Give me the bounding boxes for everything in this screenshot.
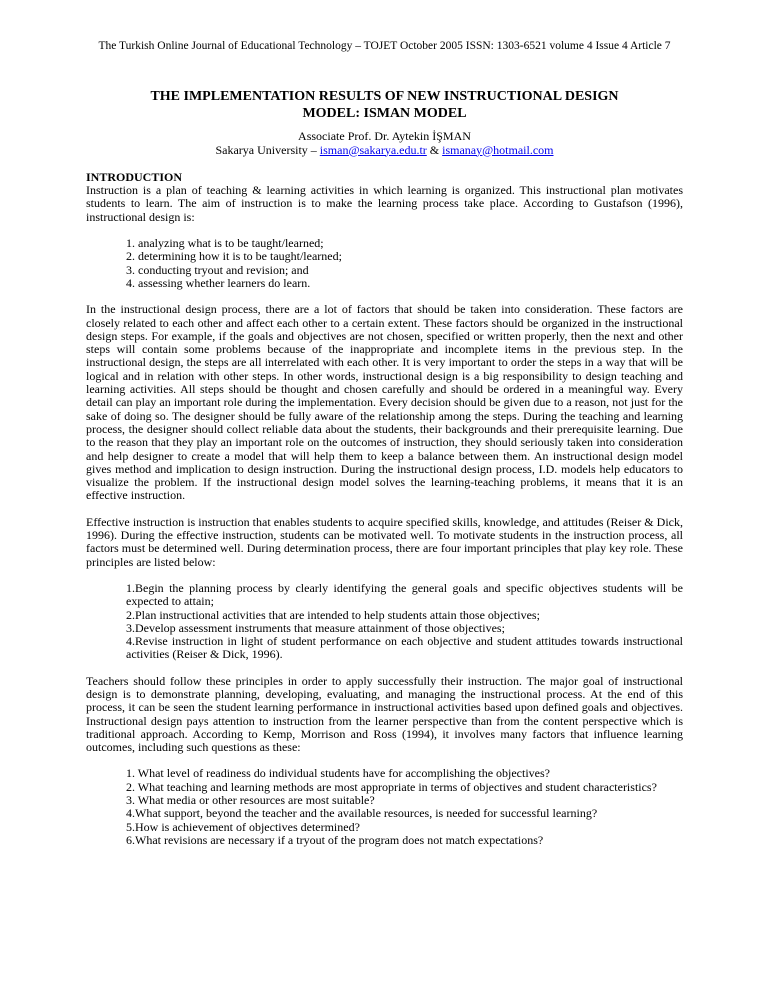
list-item: 2. What teaching and learning methods are most appropriate in terms of objectives and student characteristics?: [126, 779, 657, 794]
list-item: 2.Plan instructional activities that are intended to help students attain those objectives;: [126, 607, 540, 622]
paper-title-line-1: THE IMPLEMENTATION RESULTS OF NEW INSTRUCTIONAL DESIGN: [150, 89, 619, 105]
paper-title-line-2: MODEL: ISMAN MODEL: [302, 106, 467, 122]
page-content: [86, 40, 683, 860]
list-item: 2. determining how it is to be taught/learned;: [126, 249, 342, 264]
paragraph-4: Teachers should follow these principles in order to apply successfully their instruction. The major goal of instructional design is to demonstrate planning, developing, evaluating, and managing the instructional process. At the end of this process, it can be seen the student learning performance in instructional activities based upon defined goals and objectives. Instructional design pays attention to instruction from the learner perspective than from the content perspective which is traditional approach. According to Kemp, Morrison and Ross (1994), it involves many factors that influence learning outcomes, including such questions as these:: [86, 673, 683, 755]
numbered-list-2: [86, 582, 683, 662]
numbered-list-1: [86, 237, 683, 290]
list-item: 5.How is achievement of objectives determined?: [126, 819, 360, 834]
paragraph-2: In the instructional design process, there are a lot of factors that should be taken into consideration. These factors are closely related to each other and affect each other to a certain extent. These factors should be organized in the instructional design steps. For example, if the goals and objectives are not chosen, specified or written properly, then the next and other steps will contain some problems because of the inappropriate and incomplete items in the previous step. In the instructional design, the steps are all interrelated with each other. It is very important to order the steps in a way that will be logical and in relation with other steps. In other words, instructional design is a big responsibility to design teaching and learning activities. All steps should be thought and chosen carefully and should be ordered in a meaningful way. Every detail can play an important role during the implementation. Every decision should be given due to a reason, not just for the sake of doing so. The designer should be fully aware of the relationship among the steps. During the teaching and learning process, the designer should collect reliable data about the students, their backgrounds and their prerequisite learning. Due to the reason that they play an important role on the outcomes of instruction, they should seriously taken into consideration and help designer to create a model that will help them to keep a balance between them. An instructional design model gives method and implication to design instruction. During the instructional design process, I.D. models help educators to visualize the problem. If the instructional design model solves the learning-teaching problems, it means that it is an effective instruction.: [86, 302, 683, 503]
list-item: 1. analyzing what is to be taught/learned;: [126, 236, 324, 251]
paper-title: [86, 88, 683, 122]
email-link-1[interactable]: isman@sakarya.edu.tr: [319, 142, 427, 157]
journal-header: The Turkish Online Journal of Educational Technology – TOJET October 2005 ISSN: 1303-6521 volume 4 Issue 4 Article 7: [98, 40, 671, 52]
list-item: 1.Begin the planning process by clearly identifying the general goals and specific objectives students will be expected to attain;: [126, 580, 683, 609]
author-affiliation: [86, 144, 683, 157]
affiliation-text: Sakarya University –: [215, 142, 320, 157]
author-block: [86, 130, 683, 157]
numbered-list-3: [86, 767, 683, 847]
section-heading-introduction: INTRODUCTION: [86, 169, 183, 184]
list-item: 6.What revisions are necessary if a tryout of the program does not match expectations?: [126, 832, 544, 847]
email-link-2[interactable]: ismanay@hotmail.com: [442, 142, 554, 157]
list-item: 3. conducting tryout and revision; and: [126, 262, 309, 277]
list-item: 1. What level of readiness do individual students have for accomplishing the objectives?: [126, 766, 550, 781]
email-separator: &: [426, 142, 443, 157]
author-name: Associate Prof. Dr. Aytekin İŞMAN: [298, 129, 471, 144]
list-item: 4.What support, beyond the teacher and the available resources, is needed for successful learning?: [126, 806, 598, 821]
paragraph-1: Instruction is a plan of teaching & learning activities in which learning is organized. This instructional plan motivates students to learn. The aim of instruction is to make the learning process take place. According to Gustafson (1996), instructional design is:: [86, 183, 683, 224]
list-item: 3. What media or other resources are most suitable?: [126, 793, 375, 808]
list-item: 3.Develop assessment instruments that measure attainment of those objectives;: [126, 620, 505, 635]
paragraph-3: Effective instruction is instruction that enables students to acquire specified skills, knowledge, and attitudes (Reiser & Dick, 1996). During the effective instruction, students can be motivated well. To motivate students in the instruction process, all factors must be determined well. During determination process, there are four important principles that play key role. These principles are listed below:: [86, 514, 683, 569]
list-item: 4.Revise instruction in light of student performance on each objective and student attitudes towards instructional activities (Reiser & Dick, 1996).: [126, 634, 683, 662]
list-item: 4. assessing whether learners do learn.: [126, 275, 311, 290]
